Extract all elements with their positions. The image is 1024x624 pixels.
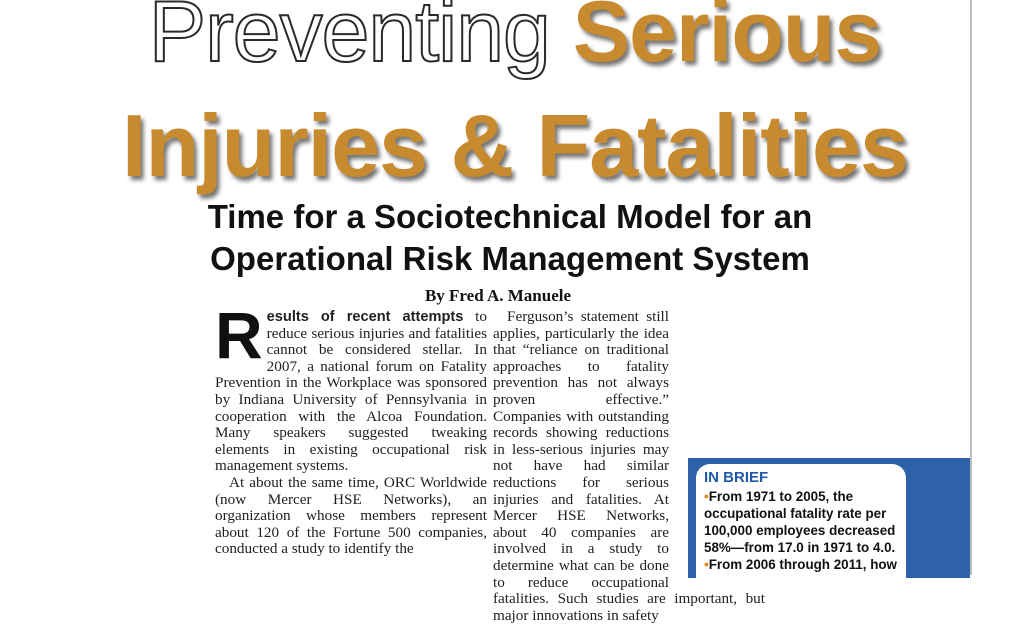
in-brief-item	[704, 488, 900, 556]
subtitle	[80, 196, 940, 280]
lead-in-bold: esults of recent attempts	[266, 309, 464, 325]
in-brief-item-2-text: From 2006 through 2011, how	[708, 557, 897, 572]
bullet-icon: •	[704, 489, 709, 504]
headline-line-1	[60, 0, 970, 82]
in-brief-item-1-text: From 1971 to 2005, the occupational fatality rate per 100,000 employees decreased 58%—from 17.0 in 1971 to 4.0.	[704, 489, 896, 555]
subtitle-line-2: Operational Risk Management System	[210, 240, 810, 277]
drop-cap: R	[215, 298, 263, 372]
column-1-paragraph-1-text: to reduce serious injuries and fatalities cannot be considered stellar. In 2007, a national forum on Fatality Prevention in the Workplace was sponsored by Indiana University of Pennsylvania in cooperation with the Alcoa Foundation. Many speakers suggested tweaking elements in existing occupational risk management systems.	[215, 308, 487, 475]
in-brief-title: IN BRIEF	[704, 469, 769, 486]
column-1-paragraph-1	[215, 298, 487, 475]
in-brief-item	[704, 556, 900, 573]
column-2-paragraph-1: Ferguson’s statement still applies, particularly the idea that “reliance on traditional approaches to fatality prevention has not always proven effective.” Companies with outstanding records showing reductions in less-serious injuries may not have had similar reductions for serious injuries and fatalities. At Mercer HSE Networks, about 40 companies are involved in a study to determine what can be done to reduce occupational fatalities. Such studies are important, but major innovations in safety	[493, 308, 765, 624]
headline-line-2: Injuries & Fatalities	[122, 96, 908, 195]
column-1-paragraph-2: At about the same time, ORC Worldwide (now Mercer HSE Networks), an organization whose members represent about 120 of the Fortune 500 companies, conducted a study to identify the	[215, 473, 487, 558]
headline-word-preventing: Preventing	[148, 0, 550, 80]
subtitle-line-1: Time for a Sociotechnical Model for an	[207, 198, 813, 235]
bullet-icon: •	[704, 557, 709, 572]
byline: By Fred A. Manuele	[424, 286, 572, 305]
in-brief-box	[696, 464, 906, 584]
headline-word-serious: Serious	[572, 0, 882, 80]
article-column-1	[215, 298, 487, 558]
